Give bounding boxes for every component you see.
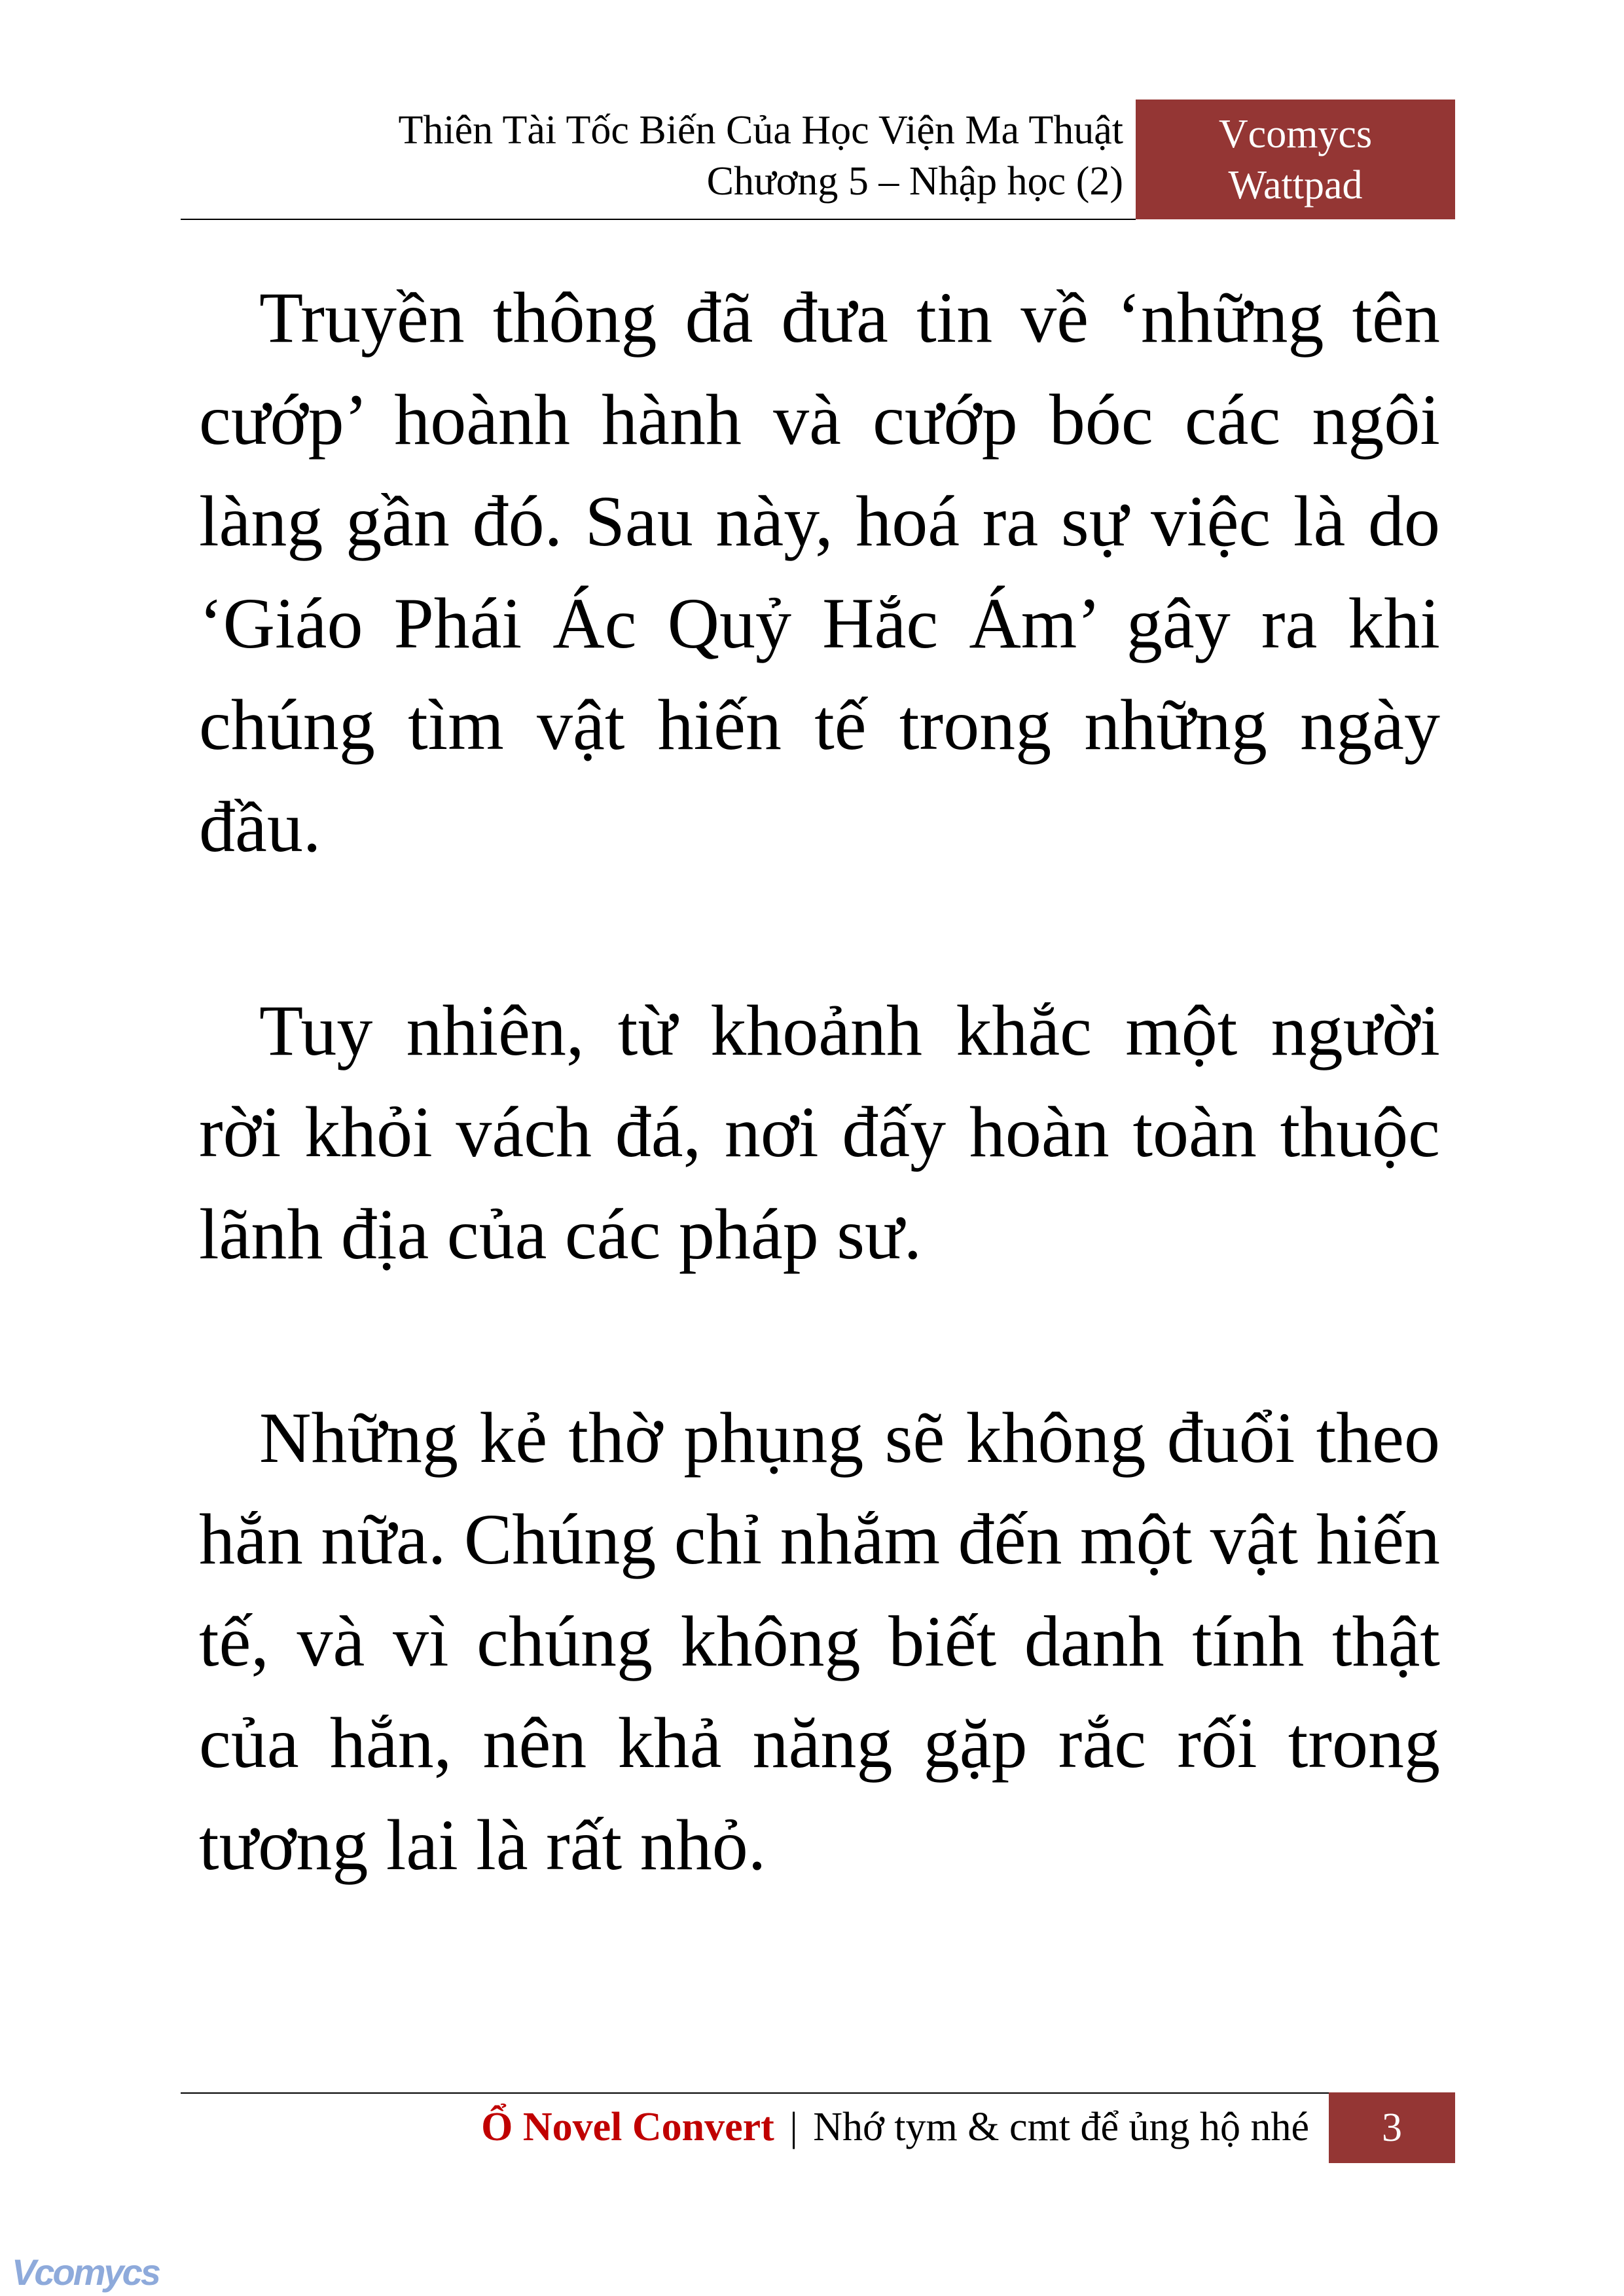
chapter-title: Chương 5 – Nhập học (2) [706,159,1123,204]
footer-brand: Ổ Novel Convert [481,2105,774,2149]
paragraph-3: Những kẻ thờ phụng sẽ không đuổi theo hắn nữa. Chúng chỉ nhắm đến một vật hiến tế, và vì chúng không biết danh tính thật của hắn, nên khả năng gặp rắc rối trong tương lai là rất nhỏ. [199,1397,1440,1885]
paragraph-1: Truyền thông đã đưa tin về ‘những tên cướp’ hoành hành và cướp bóc các ngôi làng gần đó. Sau này, hoá ra sự việc là do ‘Giáo Phái Ác Quỷ Hắc Ám’ gây ra khi chúng tìm vật hiến tế trong những ngày đầu. [199,278,1440,867]
chapter-body [199,267,1440,1998]
watermark-logo: Vcomycs [12,2251,159,2293]
paragraph-2: Tuy nhiên, từ khoảnh khắc một người rời khỏi vách đá, nơi đấy hoàn toàn thuộc lãnh địa của các pháp sư. [199,990,1440,1274]
header-divider [181,219,1136,220]
footer-message: Nhớ tym & cmt để ủng hộ nhé [813,2105,1309,2149]
page-number-label: 3 [1382,2105,1402,2150]
page-number [1329,2092,1455,2163]
header-source-box [1136,100,1455,219]
footer-separator: | [789,2105,798,2149]
header-box-line-2: Wattpad [1228,162,1363,208]
page-footer [181,2102,1309,2153]
header-box-line-1: Vcomycs [1218,111,1373,156]
footer-divider [181,2092,1329,2094]
book-title: Thiên Tài Tốc Biến Của Học Viện Ma Thuật [398,108,1123,153]
running-header [181,105,1123,207]
